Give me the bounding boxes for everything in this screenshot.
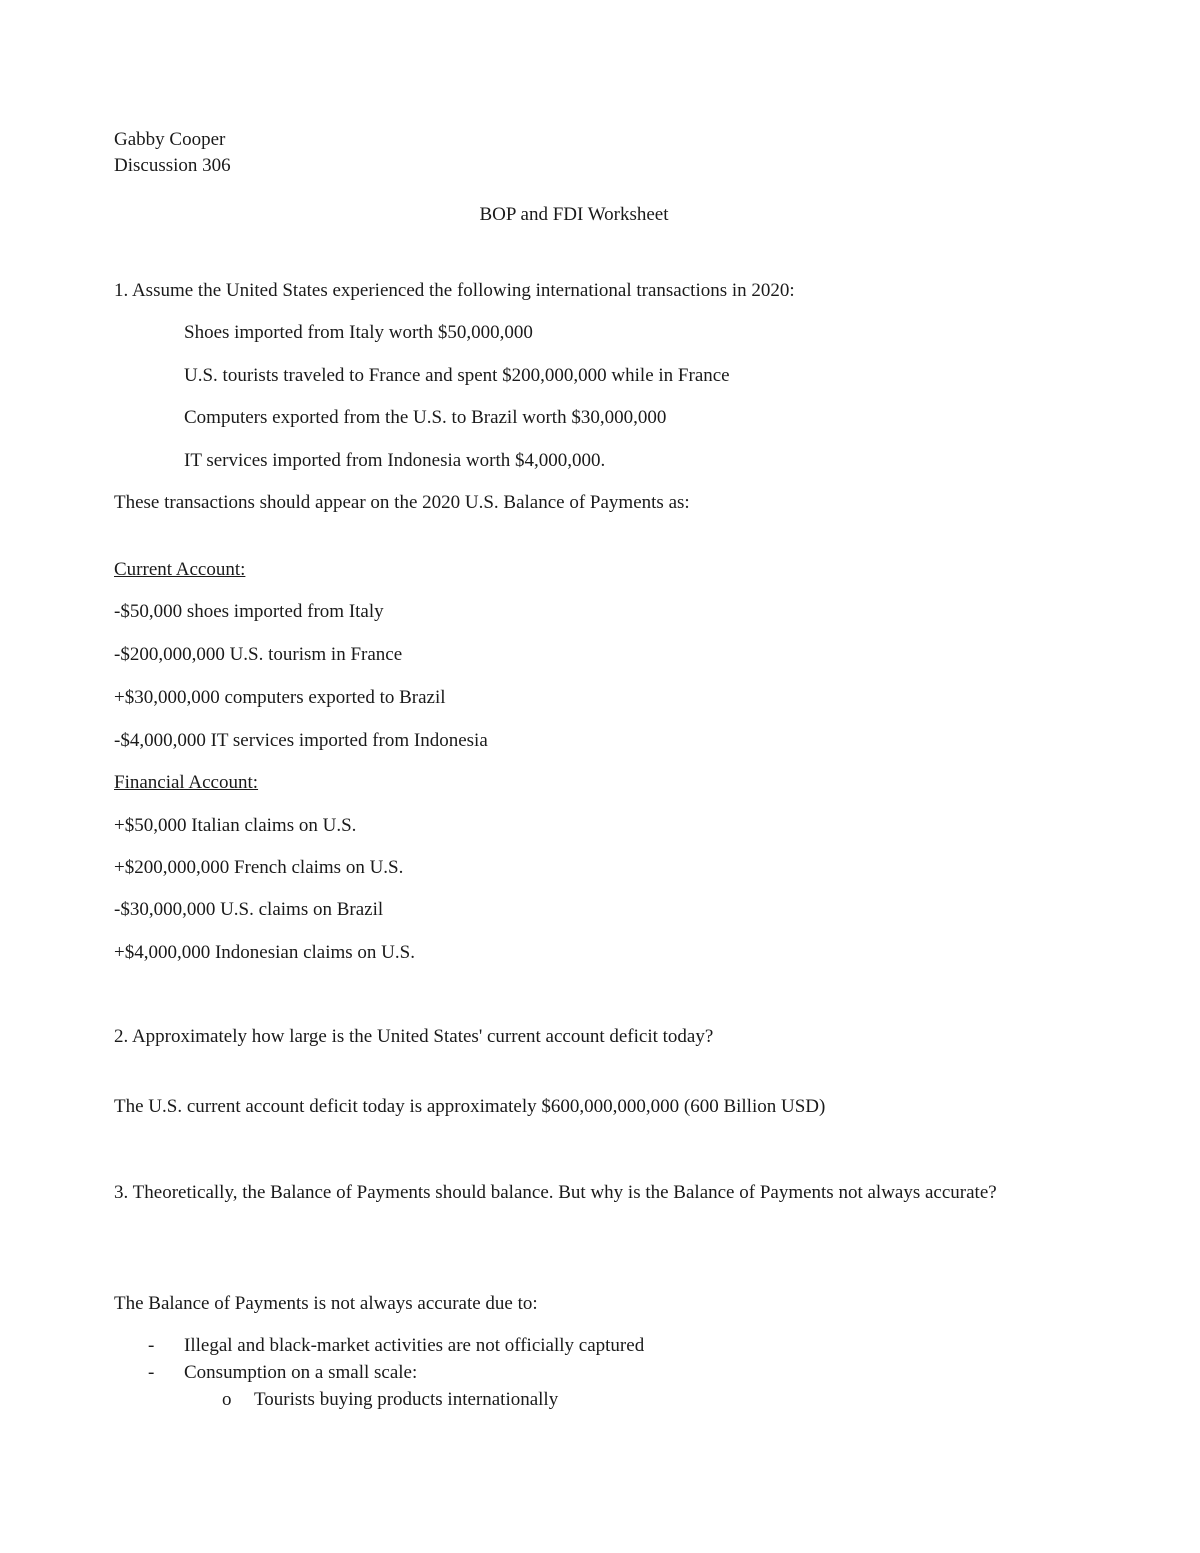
current-account-entry: -$200,000,000 U.S. tourism in France [114,644,403,665]
reason-item: Illegal and black-market activities are not officially captured [184,1335,645,1356]
discussion-section: Discussion 306 [114,155,231,176]
financial-account-heading: Financial Account: [114,772,259,793]
question-1-prompt: 1. Assume the United States experienced the following international transactions in 2020: [114,280,795,301]
question-2-answer: The U.S. current account deficit today is approximately $600,000,000,000 (600 Billion USD) [114,1096,826,1117]
reason-item: Consumption on a small scale: [184,1362,418,1383]
transaction-item: IT services imported from Indonesia worth $4,000,000. [184,450,606,471]
document-title: BOP and FDI Worksheet [479,204,669,225]
transaction-item: Shoes imported from Italy worth $50,000,000 [184,322,533,343]
financial-account-entry: +$200,000,000 French claims on U.S. [114,857,404,878]
current-account-entry: +$30,000,000 computers exported to Brazil [114,687,446,708]
sub-reason-item: Tourists buying products internationally [254,1389,559,1410]
current-account-heading: Current Account: [114,559,246,580]
question-3-lead: The Balance of Payments is not always accurate due to: [114,1293,538,1314]
current-account-entry: -$50,000 shoes imported from Italy [114,601,384,622]
bop-lead-sentence: These transactions should appear on the 2020 U.S. Balance of Payments as: [114,492,690,513]
transaction-item: Computers exported from the U.S. to Brazil worth $30,000,000 [184,407,667,428]
financial-account-entry: +$50,000 Italian claims on U.S. [114,815,357,836]
financial-account-entry: +$4,000,000 Indonesian claims on U.S. [114,942,415,963]
dash-bullet: - [148,1335,155,1356]
current-account-entry: -$4,000,000 IT services imported from Indonesia [114,730,488,751]
financial-account-entry: -$30,000,000 U.S. claims on Brazil [114,899,384,920]
question-3-prompt: 3. Theoretically, the Balance of Payments should balance. But why is the Balance of Payments not always accurate? [114,1182,997,1203]
dash-bullet: - [148,1362,155,1383]
question-2-prompt: 2. Approximately how large is the United States' current account deficit today? [114,1026,714,1047]
author-name: Gabby Cooper [114,129,226,150]
transaction-item: U.S. tourists traveled to France and spent $200,000,000 while in France [184,365,730,386]
sub-bullet: o [222,1389,232,1410]
